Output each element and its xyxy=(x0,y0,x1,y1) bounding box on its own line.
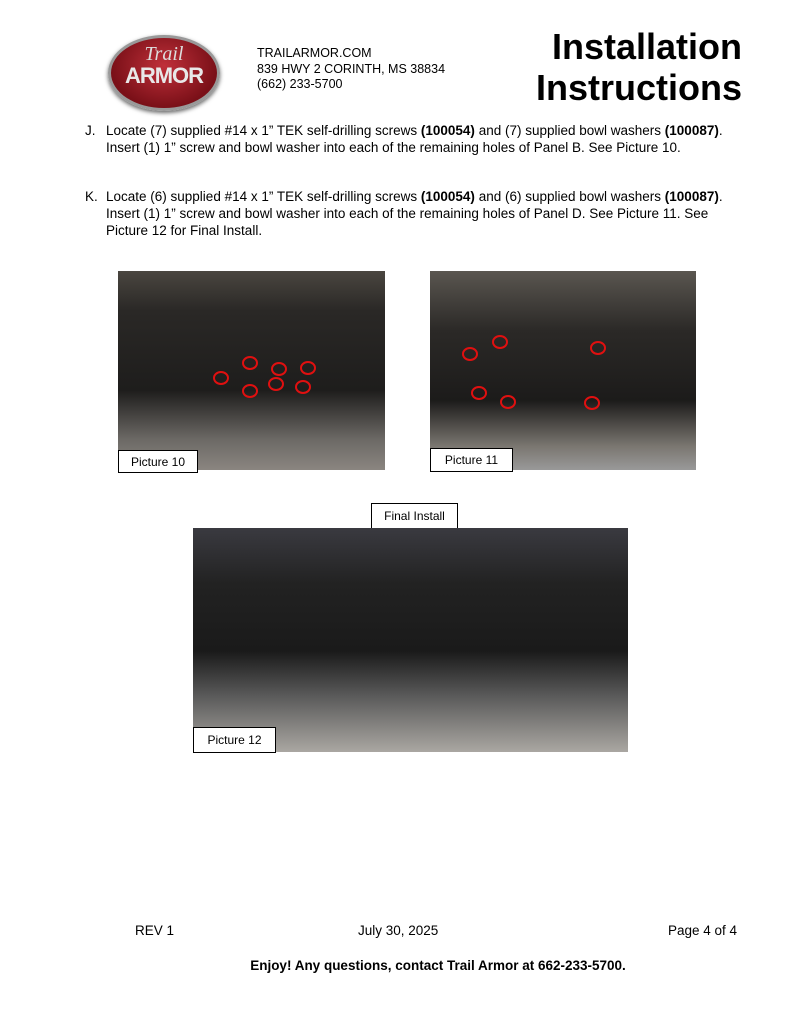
highlight-circle xyxy=(213,371,229,385)
highlight-circle xyxy=(492,335,508,349)
highlight-circle xyxy=(295,380,311,394)
highlight-circle xyxy=(242,356,258,370)
logo-text-armor: ARMOR xyxy=(124,63,204,88)
step-text: . Insert (1) 1” screw and bowl washer into each of the remaining holes of Panel D. See Picture 11. See Picture 12 for Final Install. xyxy=(106,189,723,238)
highlight-circle xyxy=(242,384,258,398)
highlight-circle xyxy=(268,377,284,391)
highlight-circle xyxy=(471,386,487,400)
final-install-label: Final Install xyxy=(371,503,458,529)
revision: REV 1 xyxy=(135,923,175,938)
step-letter: J. xyxy=(85,123,96,138)
step-j xyxy=(85,122,725,156)
picture-12-label: Picture 12 xyxy=(193,727,276,753)
date: July 30, 2025 xyxy=(358,923,439,938)
address: 839 HWY 2 CORINTH, MS 38834 xyxy=(257,61,446,76)
step-text: . Insert (1) 1” screw and bowl washer into each of the remaining holes of Panel B. See Picture 10. xyxy=(106,123,723,155)
picture-10-photo xyxy=(118,271,385,470)
title-line-1: Installation xyxy=(551,26,742,67)
highlight-circle xyxy=(590,341,606,355)
trail-armor-logo xyxy=(108,35,220,111)
logo-text-trail: Trail xyxy=(144,43,184,65)
part-number: (100054) xyxy=(420,123,475,138)
highlight-circle xyxy=(300,361,316,375)
step-text: Locate (6) supplied #14 x 1” TEK self-drilling screws xyxy=(106,189,421,204)
part-number: (100087) xyxy=(664,189,719,204)
step-text: Locate (7) supplied #14 x 1” TEK self-drilling screws xyxy=(106,123,421,138)
part-number: (100054) xyxy=(420,189,475,204)
title-line-2: Instructions xyxy=(535,67,742,108)
page-number: Page 4 of 4 xyxy=(667,923,737,938)
part-number: (100087) xyxy=(664,123,719,138)
picture-11-photo xyxy=(430,271,696,470)
highlight-circle xyxy=(500,395,516,409)
page-title xyxy=(536,26,742,108)
picture-11-label: Picture 11 xyxy=(430,448,513,472)
picture-10-label: Picture 10 xyxy=(118,450,198,473)
step-text: and (6) supplied bowl washers xyxy=(474,189,665,204)
step-letter: K. xyxy=(85,189,98,204)
company-contact xyxy=(257,46,445,93)
contact-footer: Enjoy! Any questions, contact Trail Armor at 662-233-5700. xyxy=(250,958,626,973)
phone: (662) 233-5700 xyxy=(257,77,343,91)
step-k xyxy=(85,188,725,239)
picture-12-photo xyxy=(193,528,628,752)
highlight-circle xyxy=(271,362,287,376)
highlight-circle xyxy=(584,396,600,410)
step-text: and (7) supplied bowl washers xyxy=(474,123,665,138)
highlight-circle xyxy=(462,347,478,361)
website: TRAILARMOR.COM xyxy=(257,46,372,60)
